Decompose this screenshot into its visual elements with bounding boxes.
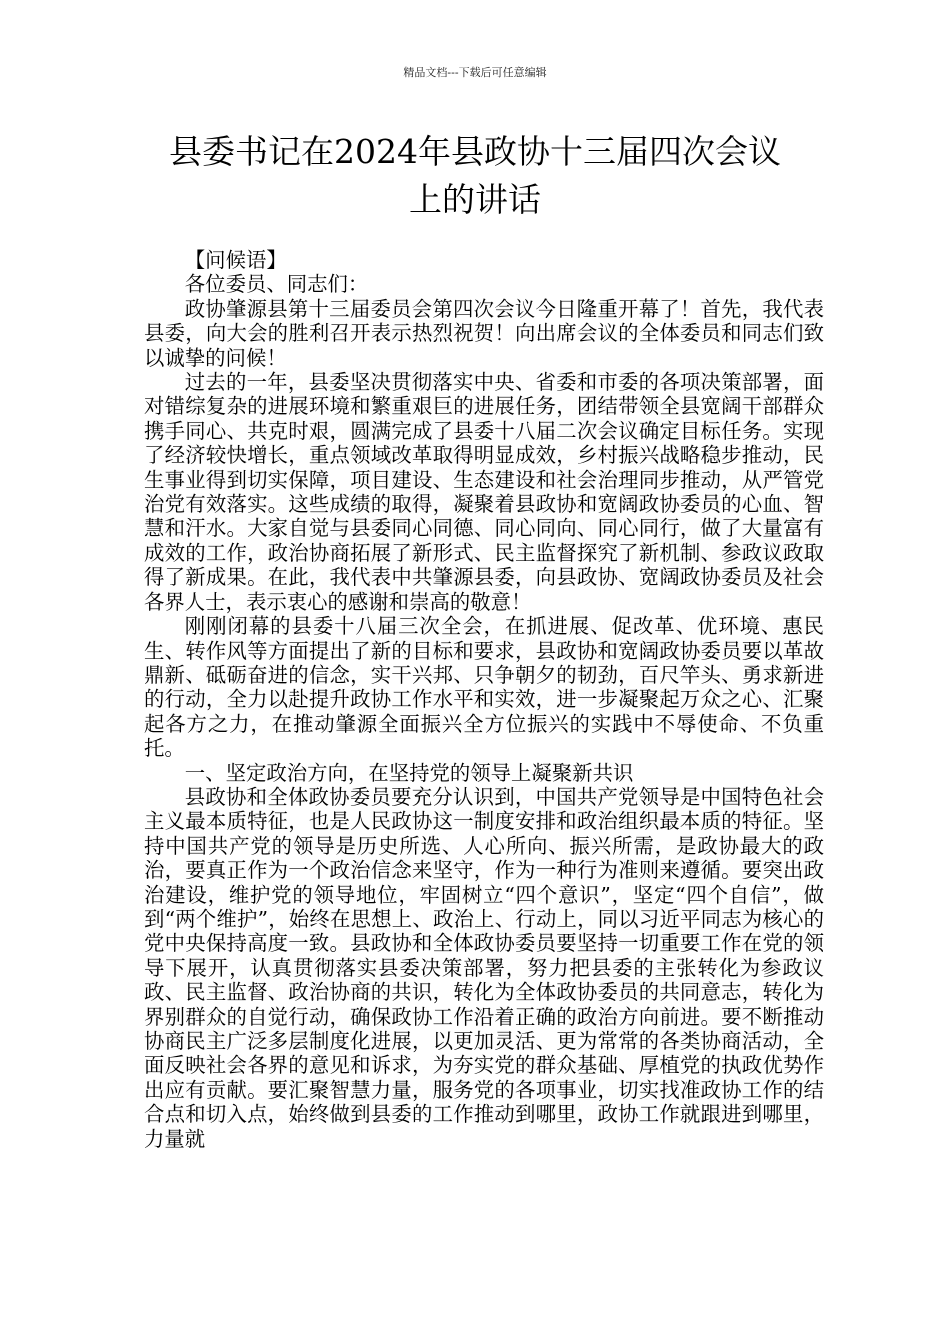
paragraph-opening: 政协肇源县第十三届委员会第四次会议今日隆重开幕了！首先，我代表县委，向大会的胜利召开表示热烈祝贺！向出席会议的全体委员和同志们致以诚挚的问候！ bbox=[144, 296, 824, 370]
greeting-heading: 【问候语】 bbox=[184, 248, 287, 272]
header-note: 精品文档---下载后可任意编辑 bbox=[403, 66, 547, 79]
title-line-2: 上的讲话 bbox=[409, 180, 541, 219]
paragraph-goals: 刚刚闭幕的县委十八届三次全会，在抓进展、促改革、优环境、惠民生、转作风等方面提出了新的目标和要求，县政协和宽阔政协委员要以革故鼎新、砥砺奋进的信念，实干兴邦、只争朝夕的韧劲，百尺竿头、勇求新进的行动，全力以赴提升政协工作水平和实效，进一步凝聚起万众之心、汇聚起各方之力，在推动肇源全面振兴全方位振兴的实践中不辱使命、不负重托。 bbox=[144, 614, 824, 761]
title-line-1: 县委书记在2024年县政协十三届四次会议 bbox=[169, 132, 781, 171]
paragraph-section-1: 县政协和全体政协委员要充分认识到，中国共产党领导是中国特色社会主义最本质特征，也是人民政协这一制度安排和政治组织最本质的特征。坚持中国共产党的领导是历史所选、人心所向、振兴所需，是政协最大的政治，要真正作为一个政治信念来坚守，作为一种行为准则来遵循。要突出政治建设，维护党的领导地位，牢固树立“四个意识”，坚定“四个自信”，做到“两个维护”，始终在思想上、政治上、行动上，同以习近平同志为核心的党中央保持高度一致。县政协和全体政协委员要坚持一切重要工作在党的领导下展开，认真贯彻落实县委决策部署，努力把县委的主张转化为参政议政、民主监督、政治协商的共识，转化为全体政协委员的共同意志，转化为界别群众的自觉行动，确保政协工作沿着正确的政治方向前进。要不断推动协商民主广泛多层制度化进展，以更加灵活、更为常常的各类协商活动，全面反映社会各界的意见和诉求，为夯实党的群众基础、厚植党的执政优势作出应有贡献。要汇聚智慧力量，服务党的各项事业，切实找准政协工作的结合点和切入点，始终做到县委的工作推动到哪里，政协工作就跟进到哪里，力量就 bbox=[144, 784, 824, 1151]
document-body bbox=[144, 248, 824, 1151]
paragraph-review: 过去的一年，县委坚决贯彻落实中央、省委和市委的各项决策部署，面对错综复杂的进展环境和繁重艰巨的进展任务，团结带领全县宽阔干部群众携手同心、共克时艰，圆满完成了县委十八届二次会议确定目标任务。实现了经济较快增长，重点领域改革取得明显成效，乡村振兴战略稳步推动，民生事业得到切实保障，项目建设、生态建设和社会治理同步推动，从严管党治党有效落实。这些成绩的取得，凝聚着县政协和宽阔政协委员的心血、智慧和汗水。大家自觉与县委同心同德、同心同向、同心同行，做了大量富有成效的工作，政治协商拓展了新形式、民主监督探究了新机制、参政议政取得了新成果。在此，我代表中共肇源县委，向县政协、宽阔政协委员及社会各界人士，表示衷心的感谢和崇高的敬意！ bbox=[144, 370, 824, 614]
section-heading-1: 一、坚定政治方向，在坚持党的领导上凝聚新共识 bbox=[184, 760, 634, 785]
salutation: 各位委员、同志们： bbox=[184, 272, 369, 297]
page-title bbox=[100, 128, 850, 224]
